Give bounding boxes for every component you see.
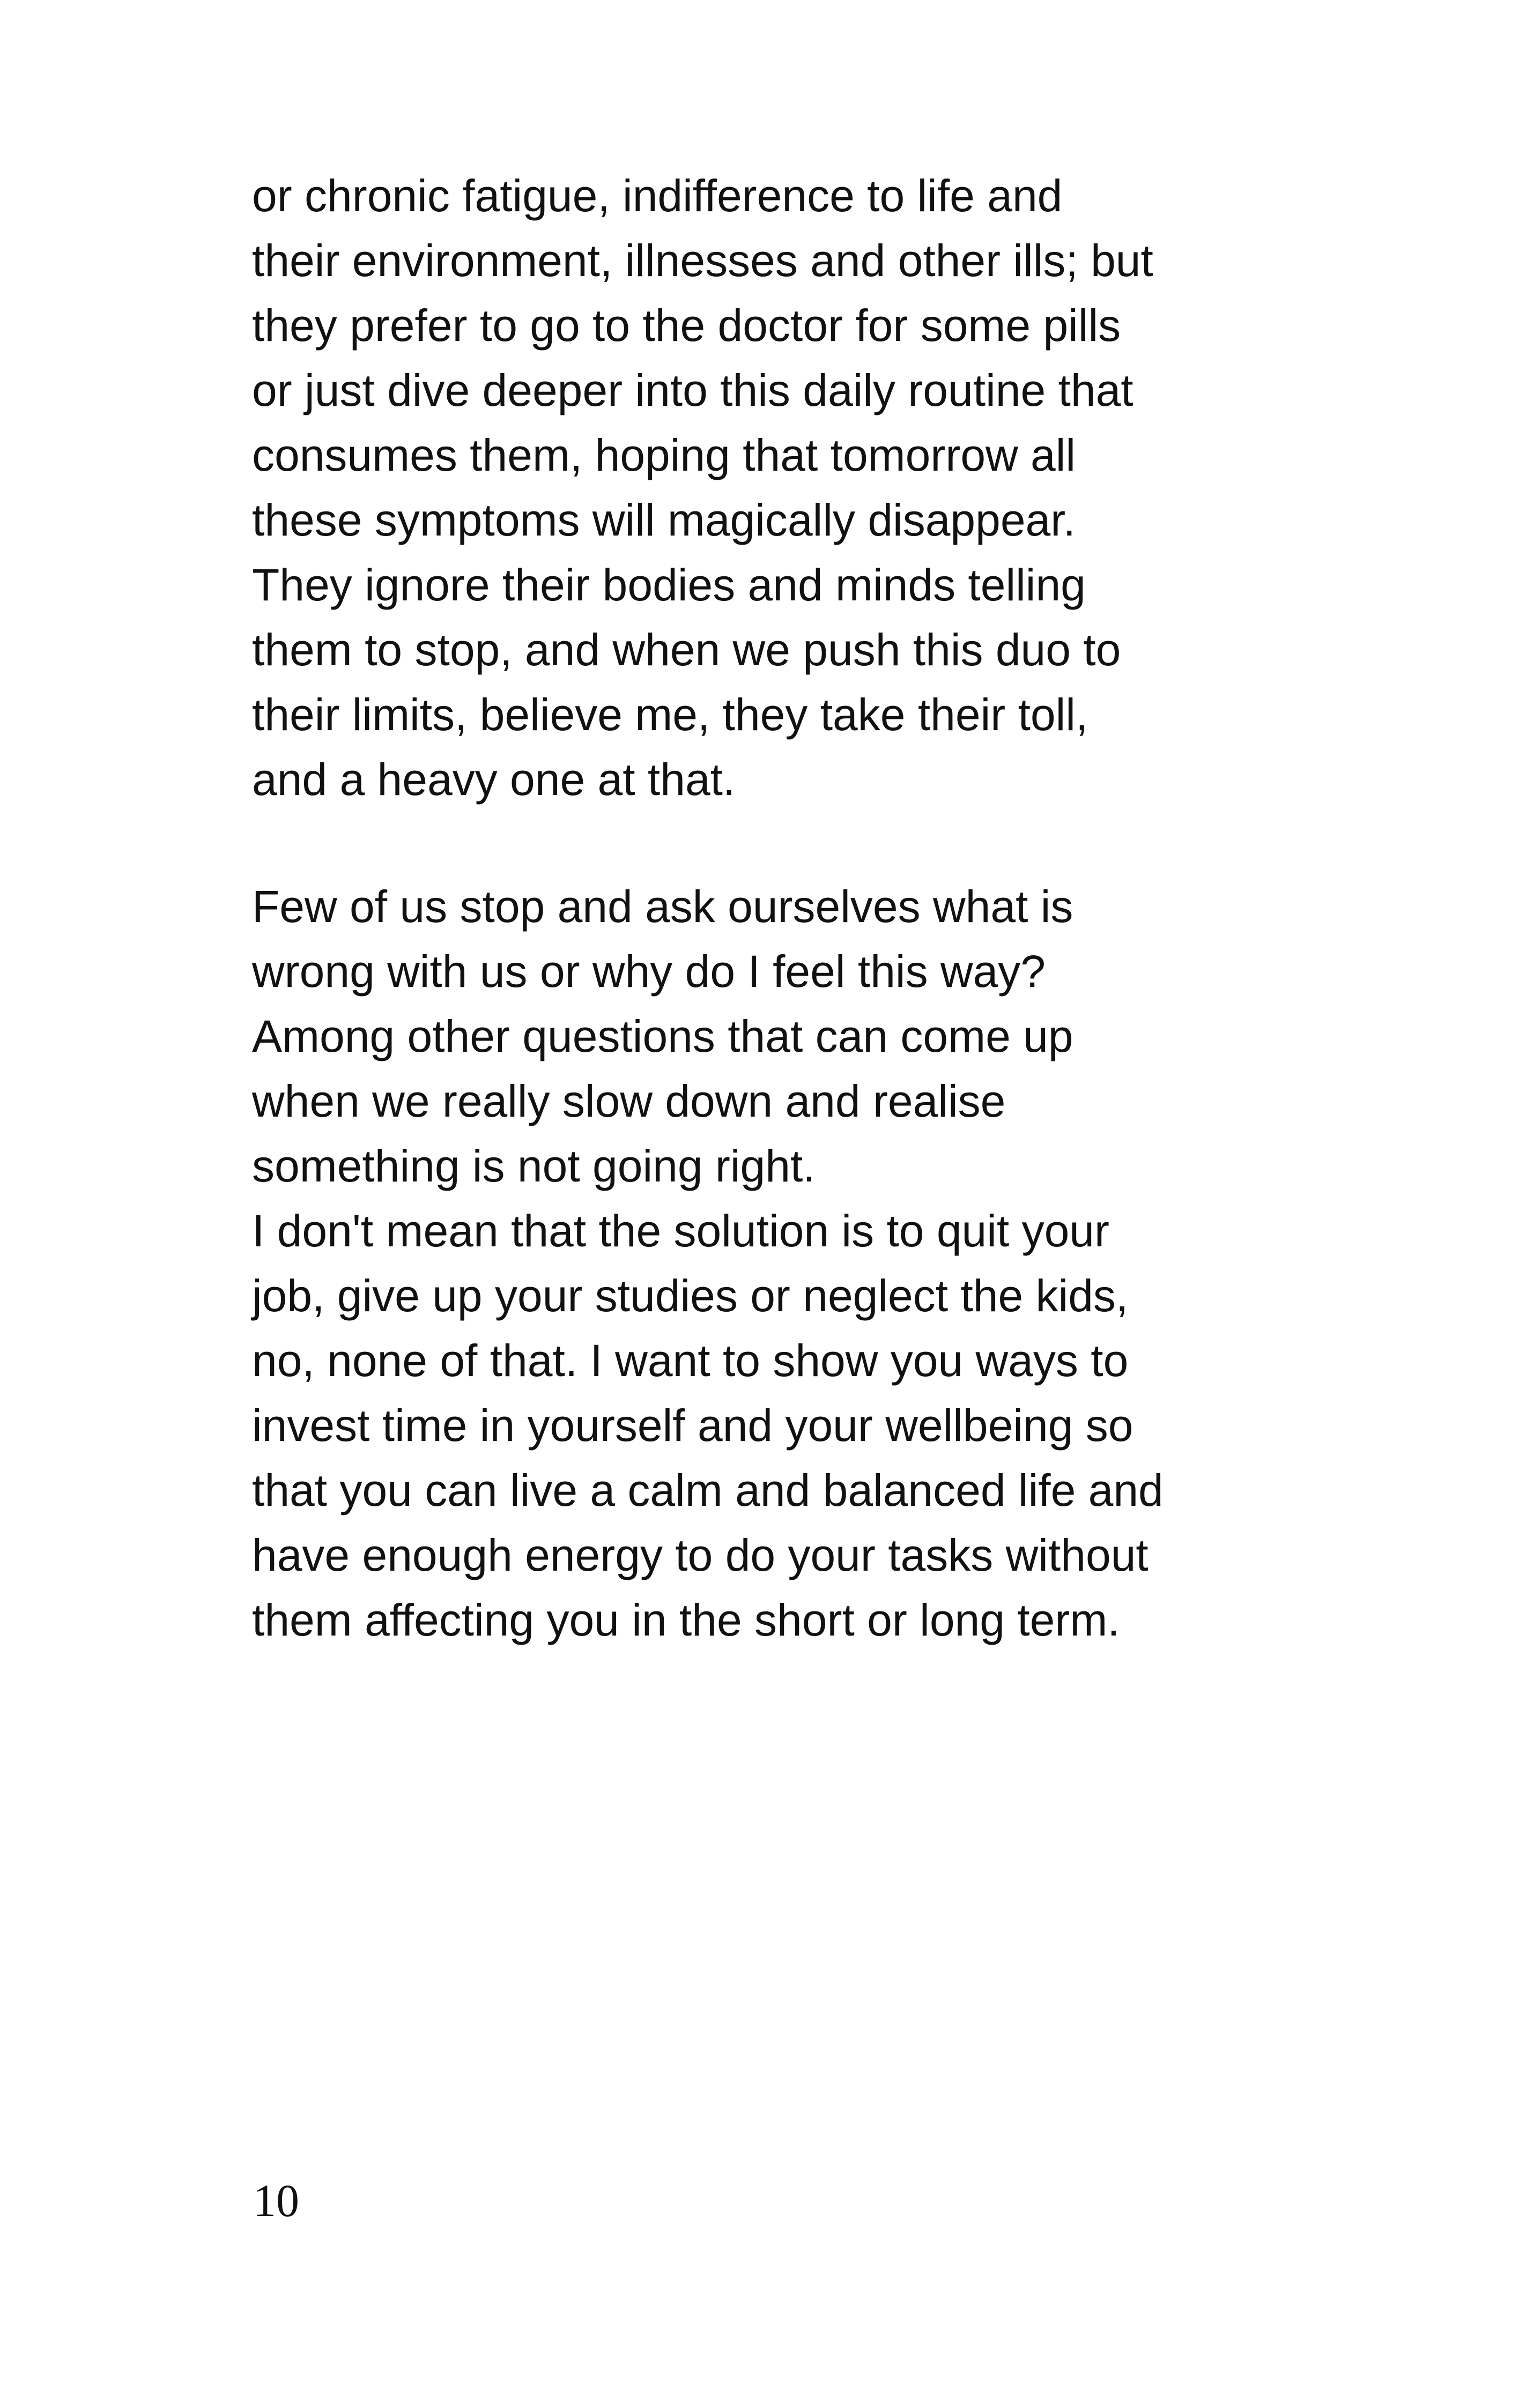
page-number: 10 xyxy=(253,2175,299,2226)
paragraph-3 xyxy=(252,1199,1324,1653)
text-line: them to stop, and when we push this duo to xyxy=(252,625,1121,675)
text-line: and a heavy one at that. xyxy=(252,754,736,805)
text-line: invest time in yourself and your wellbeing so xyxy=(252,1400,1133,1451)
text-line: They ignore their bodies and minds telling xyxy=(252,560,1086,610)
text-line: wrong with us or why do I feel this way? xyxy=(252,946,1046,997)
text-line: I don't mean that the solution is to quit your xyxy=(252,1206,1109,1256)
text-line: have enough energy to do your tasks without xyxy=(252,1530,1148,1580)
text-line: or just dive deeper into this daily routine that xyxy=(252,365,1133,415)
text-line: job, give up your studies or neglect the kids, xyxy=(252,1270,1129,1321)
text-line: their environment, illnesses and other ills; but xyxy=(252,235,1153,286)
text-line: Among other questions that can come up xyxy=(252,1011,1073,1061)
text-line: no, none of that. I want to show you ways to xyxy=(252,1335,1129,1386)
text-line: or chronic fatigue, indifference to life and xyxy=(252,170,1063,221)
text-line: they prefer to go to the doctor for some pills xyxy=(252,300,1121,351)
text-line: their limits, believe me, they take their toll, xyxy=(252,689,1088,740)
text-line: consumes them, hoping that tomorrow all xyxy=(252,430,1076,480)
text-line: Few of us stop and ask ourselves what is xyxy=(252,881,1073,932)
paragraph-2 xyxy=(252,874,1324,1199)
paragraph-1 xyxy=(252,163,1324,812)
text-line: when we really slow down and realise xyxy=(252,1076,1006,1126)
text-line: something is not going right. xyxy=(252,1141,816,1191)
text-line: these symptoms will magically disappear. xyxy=(252,495,1076,545)
text-line: them affecting you in the short or long term. xyxy=(252,1595,1120,1645)
text-line: that you can live a calm and balanced life and xyxy=(252,1465,1164,1515)
